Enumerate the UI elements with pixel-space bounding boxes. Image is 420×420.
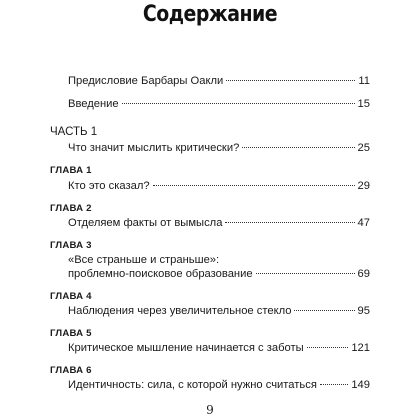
dot-leader xyxy=(153,185,355,186)
dot-leader xyxy=(256,273,355,274)
dot-leader xyxy=(307,347,349,348)
toc-entry-ch2 xyxy=(68,216,370,230)
toc-entry-preface xyxy=(68,74,370,88)
chapter-heading: ГЛАВА 2 xyxy=(50,203,92,214)
toc-entry-critical xyxy=(68,141,370,155)
chapter-heading: ГЛАВА 5 xyxy=(50,328,92,339)
dot-leader xyxy=(294,310,354,311)
toc-entry-ch5 xyxy=(68,341,370,355)
dot-leader xyxy=(225,222,354,223)
toc-entry-line: «Все страньше и страньше»: xyxy=(68,254,220,266)
toc-page-number: 25 xyxy=(357,142,370,154)
toc-page-number: 121 xyxy=(351,342,370,354)
toc-entry-label: Критическое мышление начинается с заботы xyxy=(68,342,304,354)
chapter-heading: ГЛАВА 6 xyxy=(50,365,92,376)
dot-leader xyxy=(320,384,348,385)
dot-leader xyxy=(122,103,355,104)
toc-entry-label: Введение xyxy=(68,98,119,110)
toc-page-number: 95 xyxy=(357,305,370,317)
toc-page-number: 47 xyxy=(357,217,370,229)
toc-page-number: 69 xyxy=(357,268,370,280)
toc-page-number: 15 xyxy=(357,98,370,110)
toc-entry-ch1 xyxy=(68,179,370,193)
toc-entry-label: Что значит мыслить критически? xyxy=(68,142,240,154)
toc-entry-ch6 xyxy=(68,378,370,392)
toc-page-number: 11 xyxy=(358,75,370,87)
page-title: Содержание xyxy=(142,2,278,27)
dot-leader xyxy=(242,147,354,148)
page-number: 9 xyxy=(206,403,214,417)
chapter-heading: ГЛАВА 1 xyxy=(50,165,92,176)
chapter-heading: ГЛАВА 4 xyxy=(50,291,92,302)
toc-entry-label: проблемно-поисковое образование xyxy=(68,268,253,280)
toc-entry-label: Кто это сказал? xyxy=(68,180,150,192)
toc-entry-ch4 xyxy=(68,304,370,318)
chapter-heading: ГЛАВА 3 xyxy=(50,240,92,251)
toc-entry-ch3 xyxy=(68,267,370,281)
toc-entry-label: Идентичность: сила, с которой нужно считаться xyxy=(68,379,317,391)
toc-entry-label: Предисловие Барбары Оакли xyxy=(68,75,224,87)
toc-entry-intro xyxy=(68,97,370,111)
toc-entry-label: Отделяем факты от вымысла xyxy=(68,217,223,229)
toc-page-number: 29 xyxy=(357,180,370,192)
dot-leader xyxy=(226,80,355,81)
part-heading: ЧАСТЬ 1 xyxy=(50,126,98,138)
toc-entry-label: Наблюдения через увеличительное стекло xyxy=(68,305,292,317)
toc-page-number: 149 xyxy=(351,379,370,391)
